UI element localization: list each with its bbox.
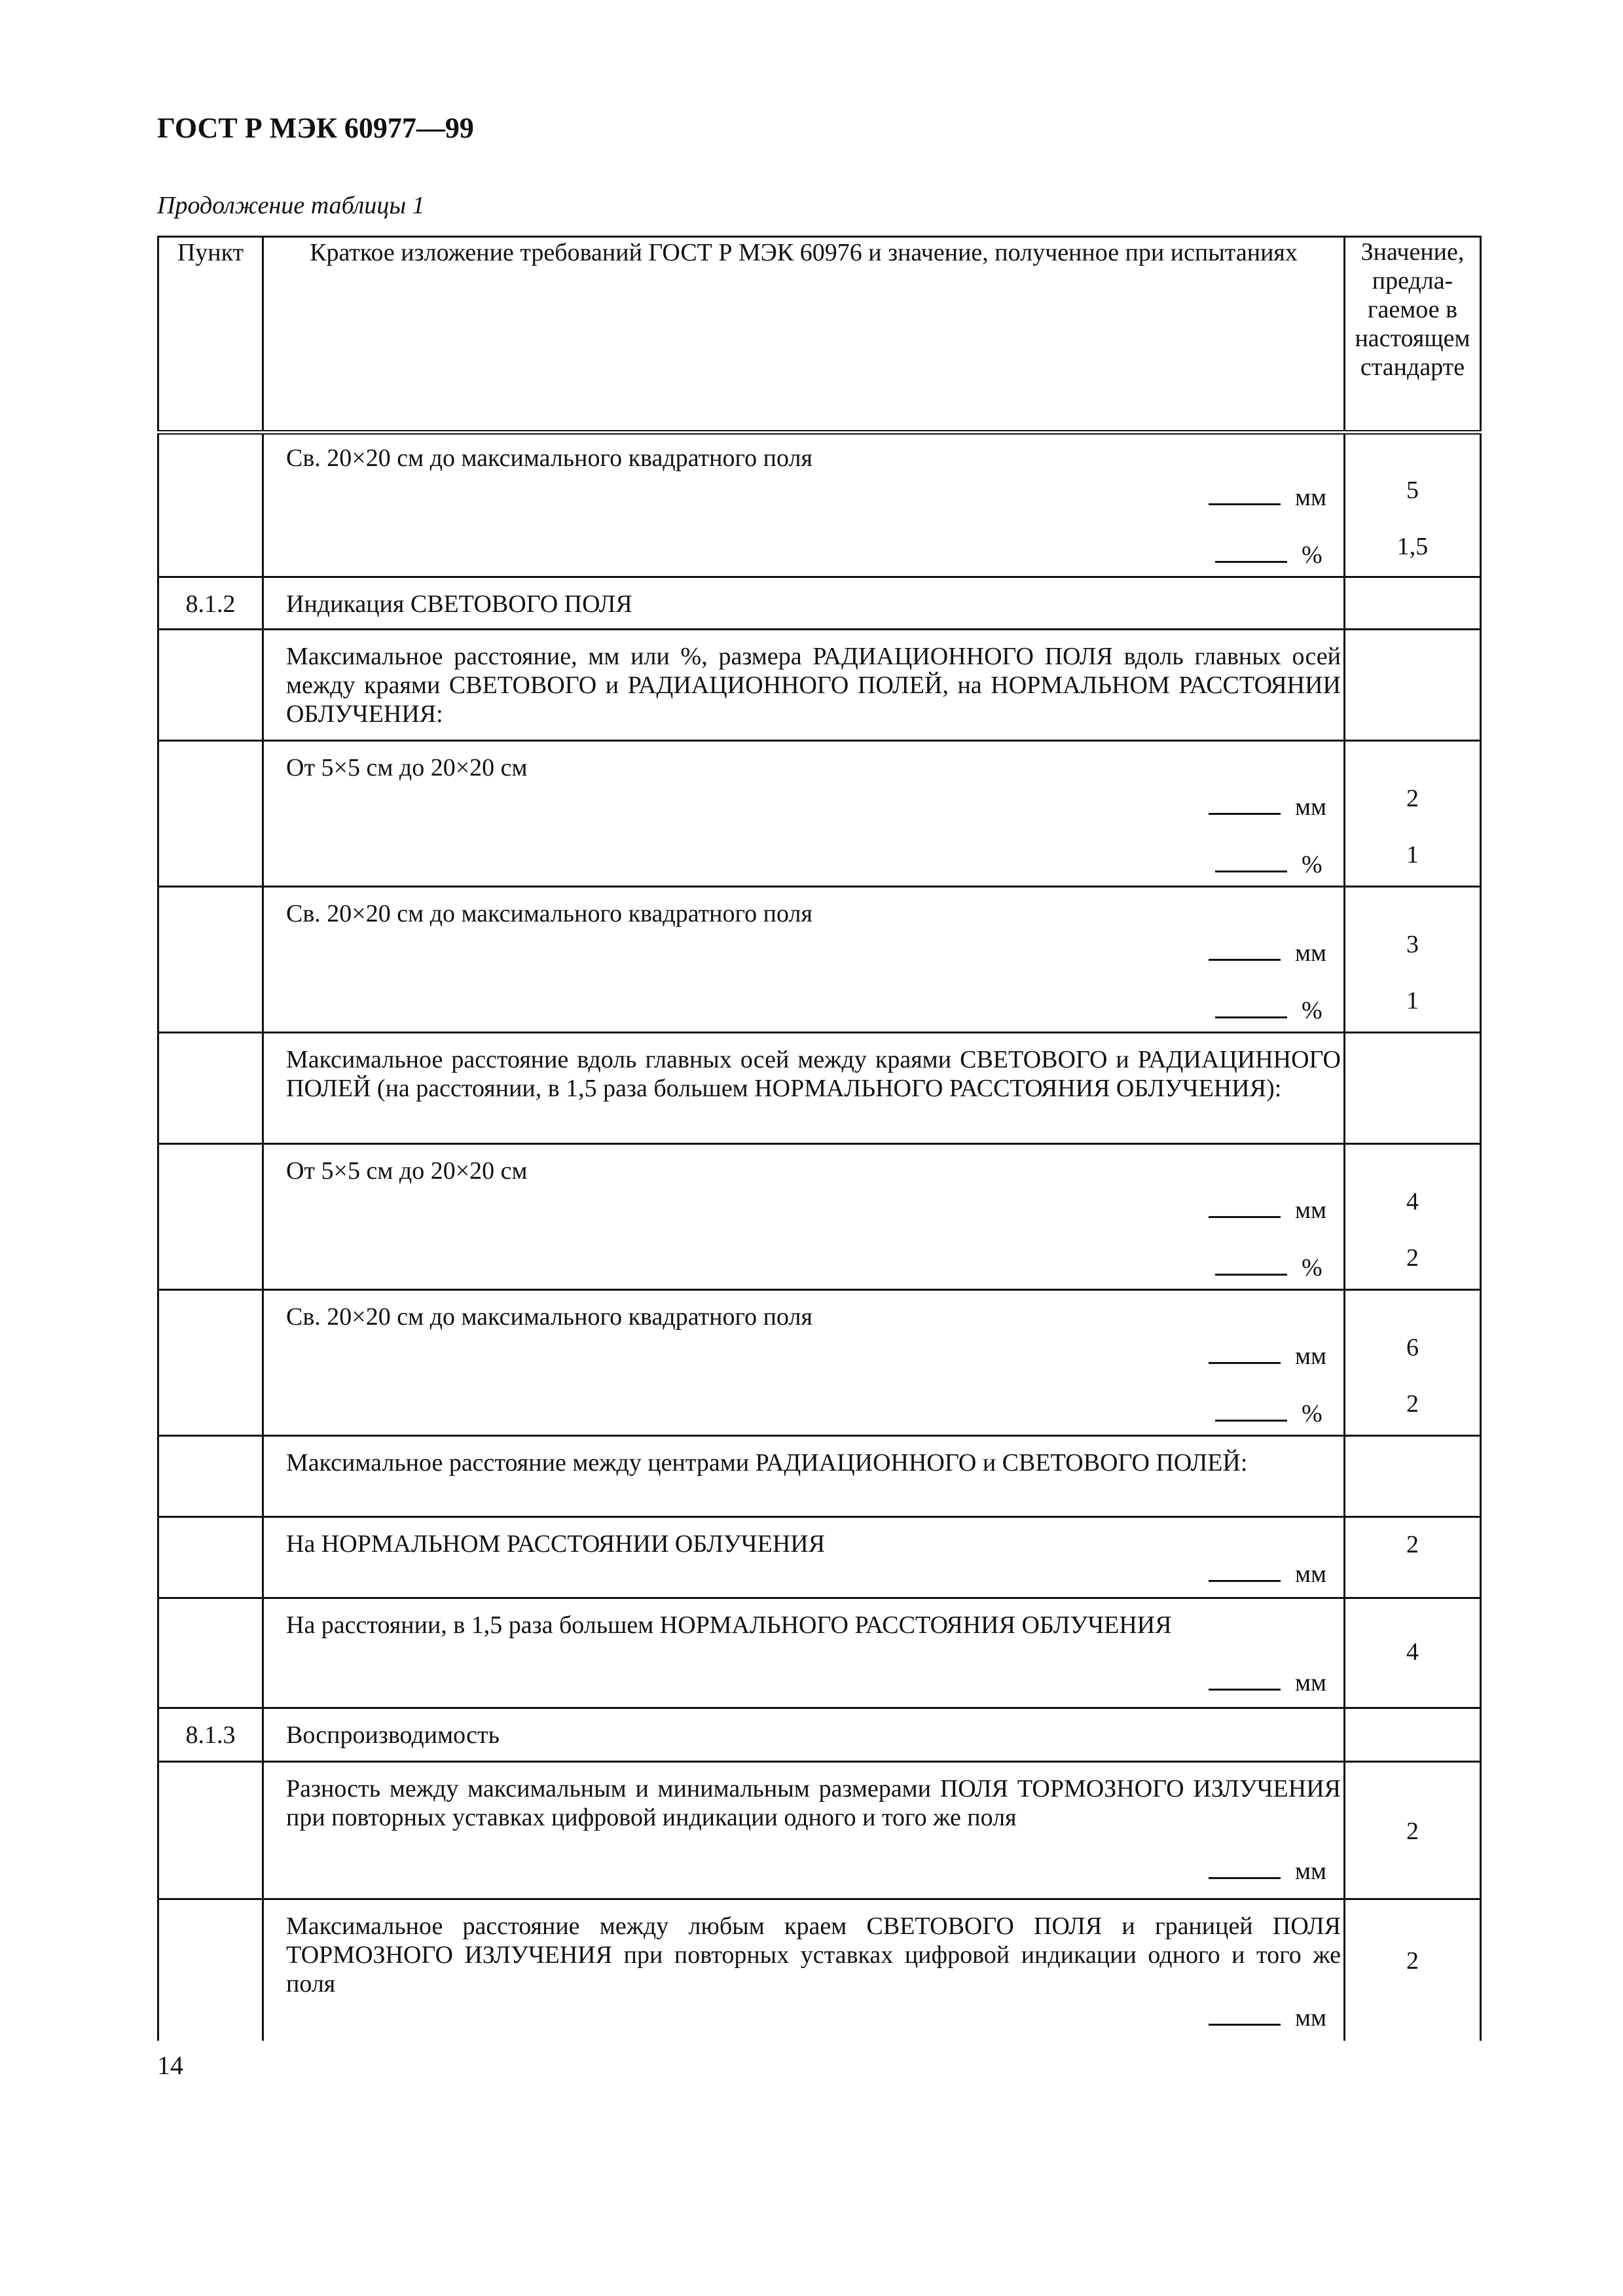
row-description-cell — [263, 741, 1345, 887]
unit-percent: % — [1302, 997, 1322, 1024]
row-value-cell — [1345, 1517, 1481, 1598]
row-text: На НОРМАЛЬНОМ РАССТОЯНИИ ОБЛУЧЕНИЯ — [286, 1530, 826, 1558]
row-number-cell — [158, 887, 263, 1033]
table-row — [158, 1762, 1481, 1899]
row-description-cell: Индикация СВЕТОВОГО ПОЛЯ — [263, 577, 1345, 630]
table-row — [158, 1708, 1481, 1762]
row-description-cell — [263, 887, 1345, 1033]
unit-mm: мм — [1295, 1196, 1327, 1224]
blank-field — [1215, 1273, 1287, 1276]
mm-line — [286, 1857, 1341, 1886]
requirements-table — [157, 236, 1482, 2041]
pct-line — [286, 541, 1341, 569]
row-description-cell — [263, 1144, 1345, 1290]
mm-line — [286, 793, 1341, 821]
row-value-cell — [1345, 1762, 1481, 1899]
column-header-punkt: Пункт — [158, 237, 263, 433]
blank-field — [1209, 958, 1281, 961]
row-text: На расстоянии, в 1,5 раза большем НОРМАЛЬНОГО РАССТОЯНИЯ ОБЛУЧЕНИЯ — [286, 1611, 1172, 1639]
mm-line — [286, 2003, 1341, 2032]
row-description-cell: Воспроизводимость — [263, 1708, 1345, 1762]
blank-field — [1209, 812, 1281, 815]
blank-field — [1209, 503, 1281, 505]
table-caption: Продолжение таблицы 1 — [157, 192, 425, 219]
column-header-value: Значение, предла-гаемое в настоящем стандарте — [1345, 237, 1481, 433]
row-value-cell — [1345, 1436, 1481, 1517]
pct-line — [286, 996, 1341, 1025]
row-value-cell — [1345, 741, 1481, 887]
row-description-cell — [263, 1899, 1345, 2041]
blank-field — [1209, 1579, 1281, 1582]
row-number-cell — [158, 1517, 263, 1598]
mm-line — [286, 1668, 1341, 1697]
row-number-cell — [158, 1899, 263, 2041]
row-text: Св. 20×20 см до максимального квадратного поля — [286, 1303, 812, 1331]
pct-line — [286, 1399, 1341, 1428]
row-description-cell — [263, 1762, 1345, 1899]
value-mm: 3 — [1406, 931, 1419, 958]
pct-line — [286, 850, 1341, 879]
row-number-cell — [158, 1144, 263, 1290]
row-number-cell — [158, 1290, 263, 1436]
table-row — [158, 1899, 1481, 2041]
table-row — [158, 1144, 1481, 1290]
mm-line — [286, 939, 1341, 967]
blank-field — [1215, 1016, 1287, 1018]
unit-percent: % — [1302, 851, 1322, 878]
value-mm: 2 — [1406, 1947, 1419, 1975]
blank-field — [1209, 1361, 1281, 1364]
table-header-row — [158, 237, 1481, 433]
row-value-cell — [1345, 577, 1481, 630]
unit-mm: мм — [1295, 1669, 1327, 1696]
table-row — [158, 433, 1481, 577]
row-description-cell: Максимальное расстояние вдоль главных осей между краями СВЕТОВОГО и РАДИАЦИННОГО ПОЛЕЙ (на расстоянии, в 1,5 раза большем НОРМАЛЬНОГО РАССТОЯНИЯ ОБЛУЧЕНИЯ): — [263, 1033, 1345, 1144]
table-row — [158, 577, 1481, 630]
unit-mm: мм — [1295, 484, 1327, 511]
unit-percent: % — [1302, 1254, 1322, 1282]
unit-mm: мм — [1295, 2004, 1327, 2032]
value-percent: 1,5 — [1396, 533, 1429, 560]
value-percent: 2 — [1406, 1390, 1419, 1418]
blank-field — [1209, 1215, 1281, 1218]
value-mm: 4 — [1406, 1188, 1419, 1215]
row-description-cell: Максимальное расстояние, мм или %, размера РАДИАЦИОННОГО ПОЛЯ вдоль главных осей между краями СВЕТОВОГО и РАДИАЦИОННОГО ПОЛЕЙ, на НОРМАЛЬНОМ РАССТОЯНИИ ОБЛУЧЕНИЯ: — [263, 630, 1345, 741]
row-value-cell — [1345, 630, 1481, 741]
row-description-cell — [263, 1598, 1345, 1708]
row-text: Максимальное расстояние между любым краем СВЕТОВОГО ПОЛЯ и границей ПОЛЯ ТОРМОЗНОГО ИЗЛУЧЕНИЯ при повторных уставках цифровой индикации одного и того же поля — [286, 1912, 1341, 1998]
table-row — [158, 1436, 1481, 1517]
row-value-cell — [1345, 1899, 1481, 2041]
value-mm: 2 — [1406, 1818, 1419, 1845]
value-percent: 2 — [1406, 1244, 1419, 1272]
row-number-cell — [158, 1033, 263, 1144]
table-row — [158, 1598, 1481, 1708]
value-mm: 2 — [1406, 785, 1419, 812]
table-row — [158, 1517, 1481, 1598]
unit-mm: мм — [1295, 1560, 1327, 1588]
row-value-cell — [1345, 1598, 1481, 1708]
row-number-cell — [158, 630, 263, 741]
column-header-description: Краткое изложение требований ГОСТ Р МЭК 60976 и значение, полученное при испытаниях — [263, 237, 1345, 433]
unit-mm: мм — [1295, 793, 1327, 821]
page-number: 14 — [157, 2051, 183, 2080]
mm-line — [286, 483, 1341, 512]
value-mm: 6 — [1406, 1334, 1419, 1361]
blank-field — [1215, 560, 1287, 563]
row-description-cell — [263, 1290, 1345, 1436]
pct-line — [286, 1253, 1341, 1282]
table-row — [158, 887, 1481, 1033]
row-value-cell — [1345, 1033, 1481, 1144]
row-value-cell — [1345, 887, 1481, 1033]
table-row — [158, 630, 1481, 741]
row-text: Св. 20×20 см до максимального квадратного поля — [286, 444, 812, 472]
row-text: Разность между максимальным и минимальным размерами ПОЛЯ ТОРМОЗНОГО ИЗЛУЧЕНИЯ при повторных уставках цифровой индикации одного и того же поля — [286, 1775, 1341, 1831]
unit-percent: % — [1302, 541, 1322, 569]
row-number-cell — [158, 1436, 263, 1517]
blank-field — [1209, 2023, 1281, 2026]
row-description-cell — [263, 1517, 1345, 1598]
row-number-cell: 8.1.2 — [158, 577, 263, 630]
row-number-cell — [158, 433, 263, 577]
mm-line — [286, 1342, 1341, 1371]
row-value-cell — [1345, 1290, 1481, 1436]
value-mm: 2 — [1406, 1531, 1419, 1558]
row-text: От 5×5 см до 20×20 см — [286, 1157, 528, 1185]
unit-mm: мм — [1295, 939, 1327, 967]
mm-line — [286, 1196, 1341, 1225]
value-mm: 4 — [1406, 1638, 1419, 1666]
row-text: Св. 20×20 см до максимального квадратного поля — [286, 900, 812, 927]
row-number-cell — [158, 1762, 263, 1899]
table-row — [158, 1033, 1481, 1144]
unit-mm: мм — [1295, 1342, 1327, 1370]
row-value-cell — [1345, 433, 1481, 577]
row-number-cell — [158, 741, 263, 887]
table-row — [158, 1290, 1481, 1436]
mm-line — [286, 1560, 1341, 1588]
blank-field — [1215, 1419, 1287, 1422]
row-value-cell — [1345, 1708, 1481, 1762]
blank-field — [1215, 870, 1287, 872]
row-value-cell — [1345, 1144, 1481, 1290]
blank-field — [1209, 1688, 1281, 1691]
blank-field — [1209, 1876, 1281, 1879]
unit-percent: % — [1302, 1400, 1322, 1427]
row-description-cell — [263, 433, 1345, 577]
row-number-cell — [158, 1598, 263, 1708]
unit-mm: мм — [1295, 1857, 1327, 1885]
value-percent: 1 — [1406, 841, 1419, 869]
row-number-cell: 8.1.3 — [158, 1708, 263, 1762]
row-text: От 5×5 см до 20×20 см — [286, 754, 528, 781]
value-percent: 1 — [1406, 987, 1419, 1014]
table-row — [158, 741, 1481, 887]
row-description-cell: Максимальное расстояние между центрами РАДИАЦИОННОГО и СВЕТОВОГО ПОЛЕЙ: — [263, 1436, 1345, 1517]
value-mm: 5 — [1406, 476, 1419, 504]
document-title: ГОСТ Р МЭК 60977—99 — [157, 112, 474, 144]
